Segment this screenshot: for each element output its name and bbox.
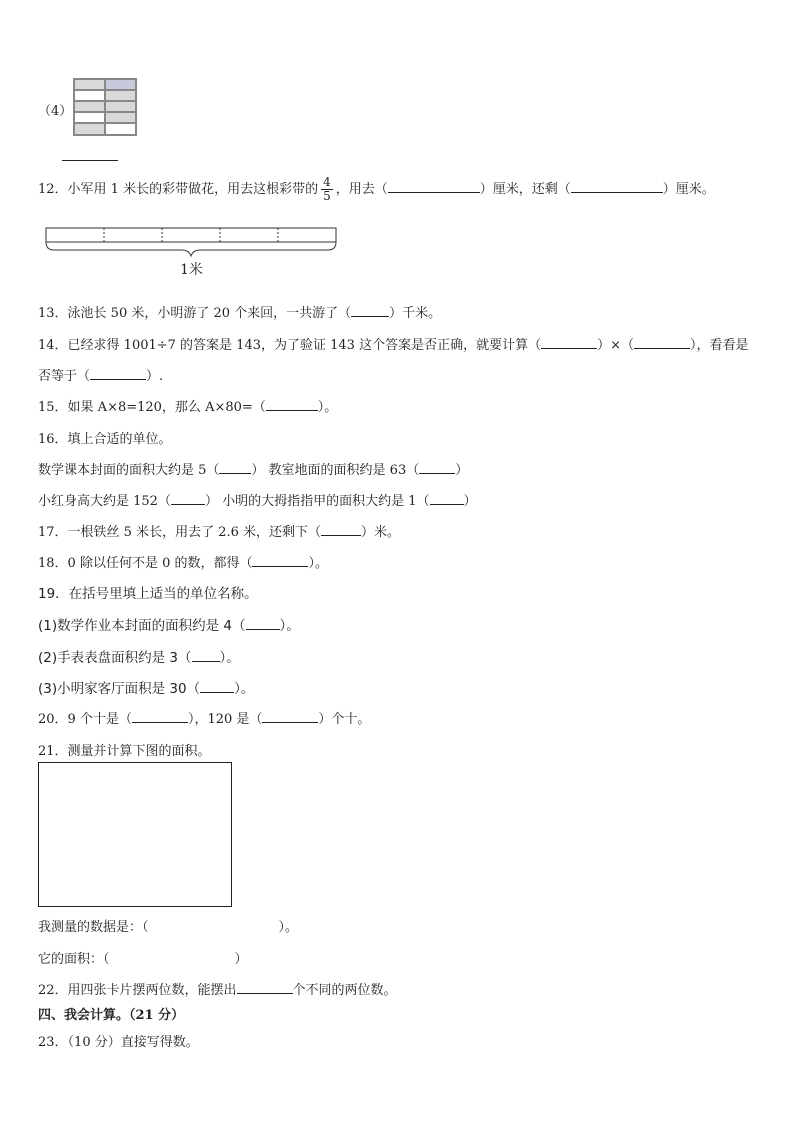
- q19-blank-1[interactable]: [246, 616, 280, 630]
- q16-text-4: 小红身高大约是 152（: [38, 494, 171, 509]
- ribbon-label: 1米: [180, 262, 203, 278]
- q18-blank[interactable]: [252, 553, 308, 567]
- q22: [38, 979, 397, 998]
- shaded-grid-figure: [73, 78, 137, 136]
- q16-text-5: ） 小明的大拇指指甲的面积大约是 1（: [204, 494, 430, 509]
- q12-text-4: ）厘米。: [662, 182, 715, 197]
- q17-text: 17．一根铁丝 5 米长，用去了 2.6 米，还剩下（: [38, 525, 322, 540]
- q14-blank-1[interactable]: [541, 335, 597, 349]
- q21-area-label: 它的面积：（: [38, 952, 110, 967]
- q12: [38, 176, 715, 204]
- q19-text-3-end: ）。: [234, 681, 255, 697]
- q12-text-2: ，用去（: [335, 182, 388, 197]
- q23: 23．（10 分）直接写得数。: [38, 1035, 199, 1050]
- fraction-numerator: 4: [323, 175, 331, 189]
- q19-text-3: (3)小明家客厅面积是 30（: [38, 681, 201, 697]
- q16-title: 16．填上合适的单位。: [38, 432, 172, 447]
- q14-text-4: 否等于（: [38, 369, 91, 384]
- q19-text-1-end: ）。: [279, 618, 300, 634]
- q16-blank-4[interactable]: [430, 491, 464, 505]
- q20: [38, 708, 370, 727]
- q16-blank-3[interactable]: [171, 491, 205, 505]
- q21-area: [38, 948, 248, 967]
- q16-text-6: ）: [463, 494, 477, 509]
- section-4-title: 四、我会计算。（21 分）: [38, 1008, 185, 1023]
- q16-row1: [38, 459, 468, 478]
- q18: [38, 552, 328, 571]
- q13: [38, 302, 441, 321]
- q19-title: 19．在括号里填上适当的单位名称。: [38, 586, 258, 602]
- q13-text-end: ）千米。: [389, 306, 442, 321]
- q21-measure-label: 我测量的数据是：（: [38, 920, 149, 935]
- q18-text: 18．0 除以任何不是 0 的数，都得（: [38, 556, 253, 571]
- q16-blank-1[interactable]: [219, 460, 251, 474]
- q14-text: 14．已经求得 1001÷7 的答案是 143，为了验证 143 这个答案是否正确，就要计算（: [38, 338, 542, 353]
- q15-text-end: ）。: [317, 400, 338, 415]
- q19-line2: [38, 646, 240, 666]
- q19-line1: [38, 614, 300, 634]
- q14-blank-3[interactable]: [90, 366, 146, 380]
- q19-text-2: (2)手表表盘面积约是 3（: [38, 650, 192, 666]
- q19-text-2-end: ）。: [219, 650, 240, 666]
- q20-text: 20．9 个十是（: [38, 712, 132, 727]
- q14-line2: [38, 365, 163, 384]
- q20-blank-2[interactable]: [262, 709, 318, 723]
- q18-text-end: ）。: [308, 556, 328, 571]
- q15: [38, 396, 337, 415]
- fraction-four-fifths: [321, 176, 333, 203]
- q12-blank-used[interactable]: [388, 179, 480, 193]
- q19-text-1: (1)数学作业本封面的面积约是 4（: [38, 618, 246, 634]
- q15-blank[interactable]: [266, 397, 318, 411]
- q19-blank-2[interactable]: [192, 648, 220, 662]
- q21-area-end: ）: [234, 952, 248, 967]
- measure-rectangle: [38, 762, 232, 907]
- q11-label: （4）: [38, 104, 73, 119]
- q13-blank[interactable]: [351, 303, 389, 317]
- q14-text-3: ），看看是: [689, 338, 749, 353]
- q20-blank-1[interactable]: [132, 709, 188, 723]
- q22-blank[interactable]: [237, 980, 293, 994]
- q22-text: 22．用四张卡片摆两位数，能摆出: [38, 983, 237, 998]
- q14-line1: [38, 334, 749, 353]
- q16-blank-2[interactable]: [419, 460, 455, 474]
- q17-text-end: ）米。: [361, 525, 401, 540]
- fraction-denominator: 5: [323, 189, 331, 203]
- q22-text-end: 个不同的两位数。: [292, 983, 397, 998]
- q12-blank-left[interactable]: [571, 179, 663, 193]
- q21-title: 21．测量并计算下图的面积。: [38, 744, 211, 759]
- q16-row2: [38, 490, 477, 509]
- q13-text: 13．泳池长 50 米，小明游了 20 个来回，一共游了（: [38, 306, 352, 321]
- q16-text-1: 数学课本封面的面积大约是 5（: [38, 463, 220, 478]
- q19-blank-3[interactable]: [200, 679, 234, 693]
- q15-text: 15．如果 A×8=120，那么 A×80=（: [38, 400, 266, 415]
- q21-measure-end: ）。: [278, 920, 299, 935]
- q17: [38, 521, 400, 540]
- q20-text-2: ），120 是（: [187, 712, 263, 727]
- q11-answer-line[interactable]: [62, 160, 118, 161]
- q17-blank[interactable]: [321, 522, 361, 536]
- q21-measure: [38, 916, 298, 935]
- q20-text-3: ）个十。: [318, 712, 371, 727]
- q12-text-3: ）厘米，还剩（: [479, 182, 571, 197]
- q19-line3: [38, 677, 254, 697]
- q16-text-3: ）: [455, 463, 469, 478]
- q12-text: 12．小军用 1 米长的彩带做花，用去这根彩带的: [38, 182, 319, 197]
- q14-text-5: ）.: [146, 369, 164, 384]
- q14-text-2: ）×（: [597, 338, 634, 353]
- q14-blank-2[interactable]: [634, 335, 690, 349]
- q16-text-2: ） 教室地面的面积约是 63（: [251, 463, 420, 478]
